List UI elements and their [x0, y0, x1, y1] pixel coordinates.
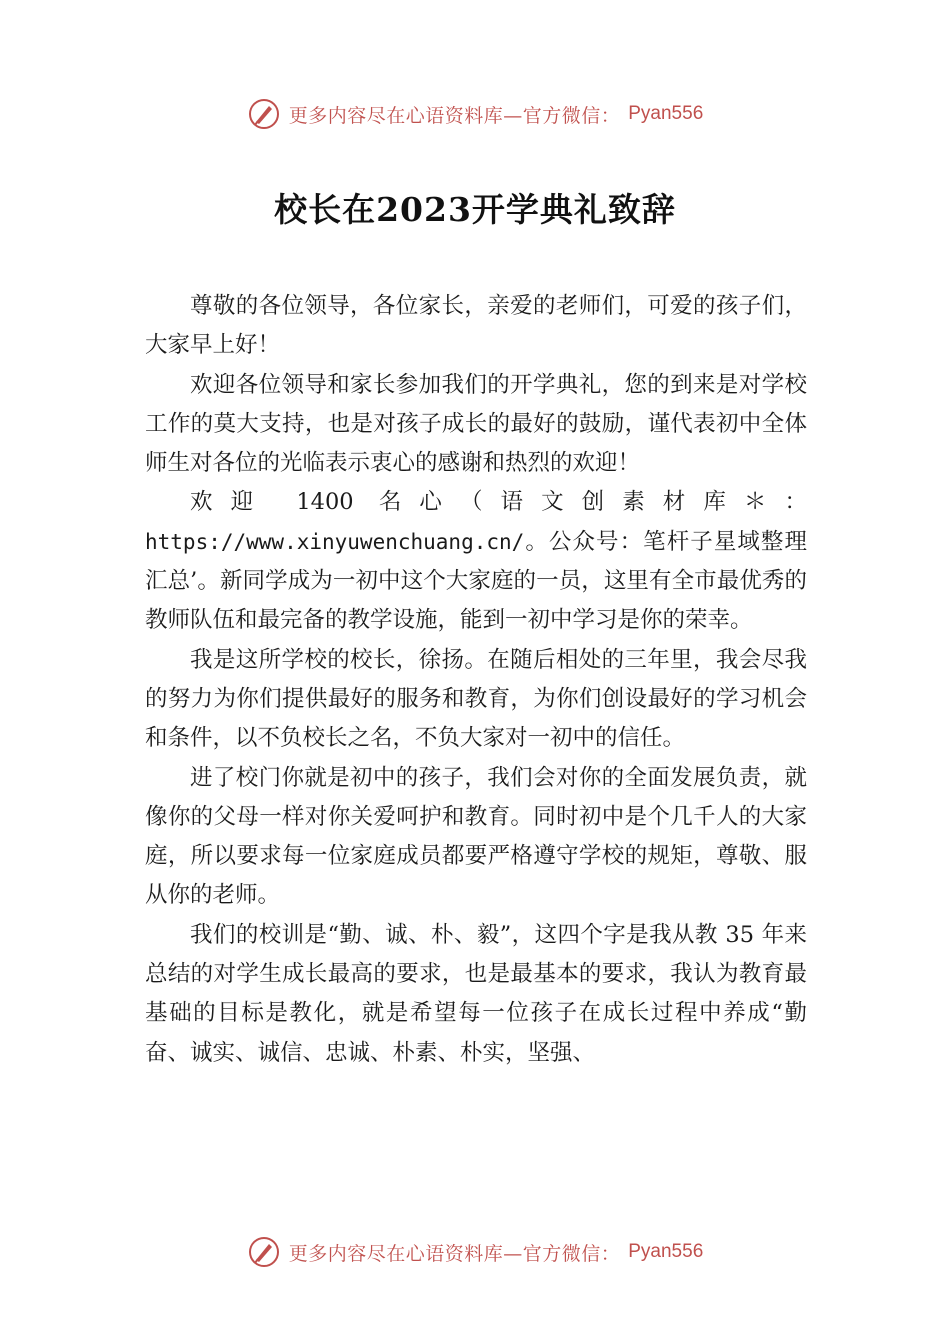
welcome-students-text: 。公众号：笔杆子星域整理汇总’。新同学成为一初中这个大家庭的一员，这里有全市最优秀的教师队伍和最完备的教学设施，能到一初中学习是你的荣幸。 — [145, 528, 807, 634]
student-count: 1400 — [296, 489, 354, 516]
footer-watermark — [0, 1234, 950, 1270]
document-body — [145, 287, 807, 1073]
quill-pen-logo-icon — [247, 97, 281, 131]
header-watermark-text: 更多内容尽在心语资料库—官方微信： — [288, 104, 621, 127]
paragraph-school-family: 进了校门你就是初中的孩子，我们会对你的全面发展负责，就像你的父母一样对你关爱呵护和教育。同时初中是个几千人的大家庭，所以要求每一位家庭成员都要严格遵守学校的规矩，尊敬、服从你的老师。 — [145, 764, 807, 909]
footer-watermark-text: 更多内容尽在心语资料库—官方微信： — [288, 1242, 621, 1265]
paragraph-welcome-students-line1 — [145, 483, 807, 522]
quill-pen-logo-icon — [247, 1235, 281, 1269]
source-url: https://www.xinyuwenchuang.cn/ — [145, 529, 525, 554]
paragraph-principal-intro: 我是这所学校的校长，徐扬。在随后相处的三年里，我会尽我的努力为你们提供最好的服务和教育，为你们创设最好的学习机会和条件，以不负校长之名，不负大家对一初中的信任。 — [145, 646, 807, 752]
header-wechat-id: Pyan556 — [628, 103, 704, 124]
source-note: 名心（语文创素材库＊： — [378, 489, 807, 516]
paragraph-school-motto: 我们的校训是“勤、诚、朴、毅”，这四个字是我从教 35 年来总结的对学生成长最高的要求，也是最基本的要求，我认为教育最基础的目标是教化，就是希望每一位孩子在成长过程中养成“勤奋、诚实、诚信、忠诚、朴素、朴实，坚强、 — [145, 921, 807, 1066]
welcome-word: 欢迎 — [190, 489, 272, 516]
document-title: 校长在2023开学典礼致辞 — [274, 190, 676, 229]
header-watermark — [0, 96, 950, 132]
paragraph-greeting: 尊敬的各位领导，各位家长，亲爱的老师们，可爱的孩子们，大家早上好！ — [145, 293, 807, 359]
paragraph-welcome-students-rest — [145, 523, 807, 641]
paragraph-welcome-guests: 欢迎各位领导和家长参加我们的开学典礼，您的到来是对学校工作的莫大支持，也是对孩子成长的最好的鼓励，谨代表初中全体师生对各位的光临表示衷心的感谢和热烈的欢迎！ — [145, 371, 807, 477]
footer-wechat-id: Pyan556 — [628, 1241, 704, 1262]
